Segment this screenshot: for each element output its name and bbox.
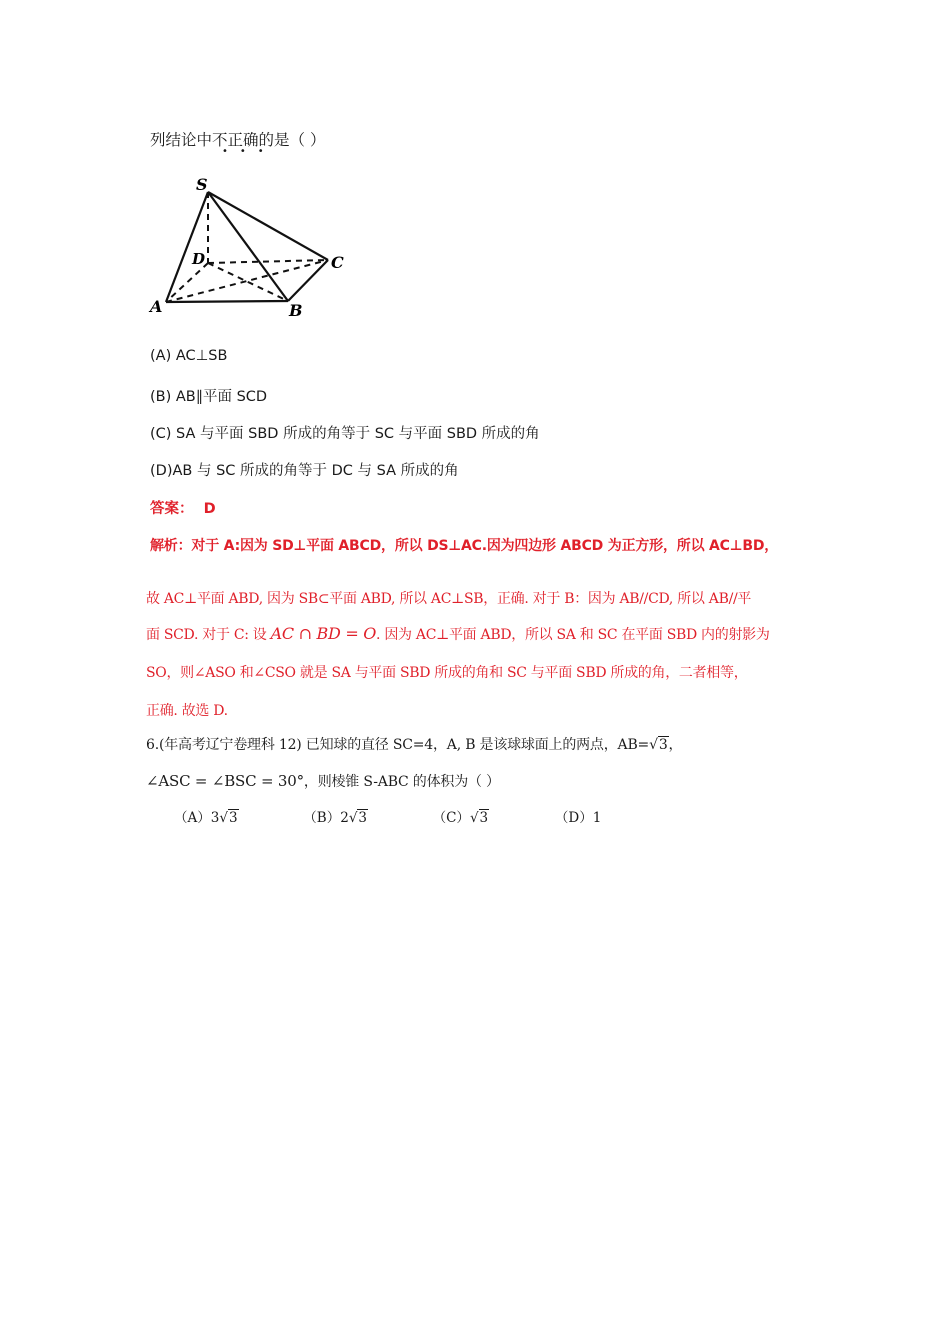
q6-line-1: 6.(年高考辽宁卷理科 12) 已知球的直径 SC=4，A, B 是该球球面上的两点，AB=√3， — [146, 737, 683, 753]
label-B: B — [289, 301, 303, 320]
option-c: (C) SA 与平面 SBD 所成的角等于 SC 与平面 SBD 所成的角 — [150, 426, 540, 442]
option-a: (A) AC⊥SB — [150, 348, 228, 364]
choice-a: （A）3√3 — [174, 810, 238, 826]
label-C: C — [331, 253, 344, 272]
edge-AC — [166, 260, 328, 302]
pyramid-figure — [148, 170, 358, 320]
choice-b: （B）2√3 — [303, 810, 368, 826]
label-S: S — [196, 175, 208, 194]
emphasis-dots: ••• — [222, 146, 276, 157]
stem-emphasis: 不正确 — [212, 131, 259, 149]
edge-SC — [208, 192, 328, 260]
edge-AB — [166, 301, 288, 302]
edge-SA — [166, 192, 208, 302]
answer-label: 答案： — [150, 501, 194, 517]
q6-choices — [174, 806, 601, 826]
choice-c: （C）√3 — [432, 810, 489, 826]
answer-value: D — [203, 501, 216, 517]
option-d: (D)AB 与 SC 所成的角等于 DC 与 SA 所成的角 — [150, 463, 459, 479]
analysis-line-5: 正确. 故选 D. — [146, 703, 228, 719]
edge-DC — [208, 260, 328, 263]
answer-line — [150, 497, 216, 518]
analysis-line-3: 面 SCD. 对于 C: 设 AC ∩ BD = O. 因为 AC⊥平面 ABD，所以 SA 和 SC 在平面 SBD 内的射影为 — [146, 624, 770, 643]
analysis-line-1: 解析：对于 A:因为 SD⊥平面 ABCD，所以 DS⊥AC.因为四边形 ABCD 为正方形，所以 AC⊥BD， — [150, 538, 779, 554]
option-b: (B) AB∥平面 SCD — [150, 389, 268, 405]
stem-suffix: 的是（ ） — [258, 131, 326, 149]
analysis-line-4: SO，则∠ASO 和∠CSO 就是 SA 与平面 SBD 所成的角和 SC 与平面 SBD 所成的角，二者相等， — [146, 665, 748, 681]
q6-line-2: ∠ASC = ∠BSC = 30°，则棱锥 S-ABC 的体积为（ ） — [146, 772, 500, 790]
angle-equation: ∠ASC = ∠BSC = 30° — [146, 772, 304, 790]
label-A: A — [150, 297, 163, 316]
label-D: D — [192, 250, 206, 268]
stem-prefix: 列结论中 — [150, 131, 213, 149]
choice-d: （D）1 — [554, 810, 602, 826]
sqrt-3: √3 — [649, 737, 668, 753]
edge-DB — [208, 263, 288, 301]
analysis-line-2: 故 AC⊥平面 ABD, 因为 SB⊂平面 ABD, 所以 AC⊥SB，正确. 对于 B：因为 AB//CD, 所以 AB//平 — [146, 591, 752, 607]
edge-SB — [208, 192, 288, 301]
math-intersection: AC ∩ BD = O — [270, 624, 377, 643]
